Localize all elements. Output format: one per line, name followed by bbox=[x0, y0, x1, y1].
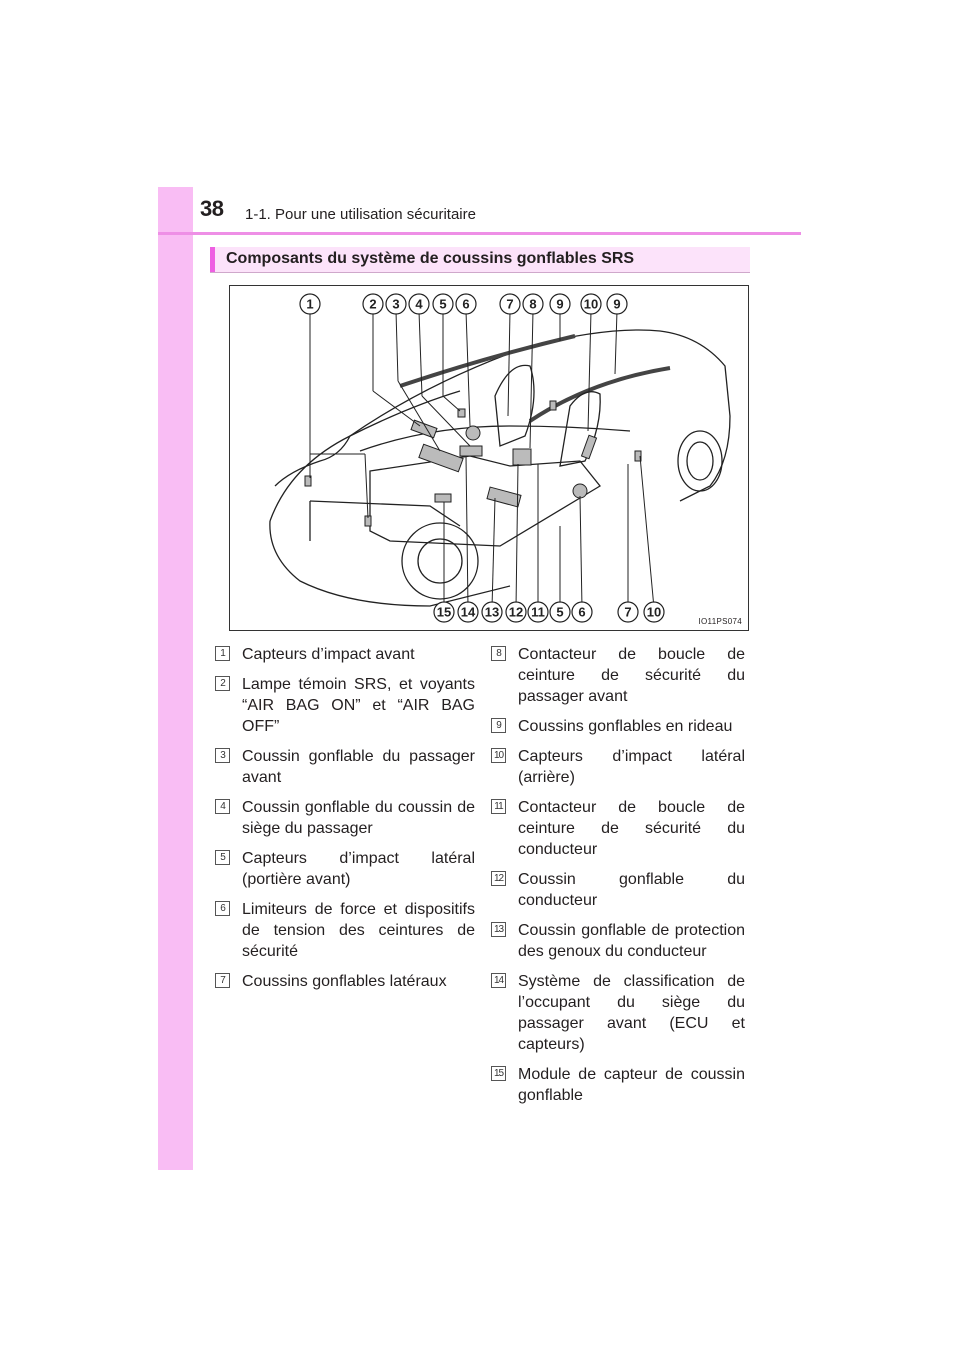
car-illustration bbox=[230, 286, 748, 630]
legend-text: Coussin gonflable de protection des genoux du conducteur bbox=[518, 922, 745, 960]
chapter-title: 1-1. Pour une utilisation sécuritaire bbox=[245, 206, 476, 223]
legend-number-badge: 12 bbox=[491, 871, 506, 886]
legend-item bbox=[215, 971, 475, 992]
callout-label: 3 bbox=[392, 296, 400, 312]
legend-text: Limiteurs de force et dispositifs de tension des ceintures de sécurité bbox=[242, 901, 475, 960]
legend-text: Contacteur de boucle de ceinture de sécurité du conducteur bbox=[518, 799, 745, 858]
legend-left-column bbox=[215, 644, 475, 1001]
legend-text: Coussins gonflables latéraux bbox=[242, 973, 447, 990]
legend-item bbox=[491, 1064, 745, 1106]
callout-1 bbox=[300, 294, 320, 314]
legend-item bbox=[215, 746, 475, 788]
callout-label: 7 bbox=[506, 296, 514, 312]
section-heading-text: Composants du système de coussins gonflables SRS bbox=[226, 250, 635, 267]
callout-3 bbox=[386, 294, 406, 314]
legend-item bbox=[215, 848, 475, 890]
legend-number-badge: 3 bbox=[215, 748, 230, 763]
page-number: 38 bbox=[200, 196, 224, 221]
legend-item bbox=[491, 971, 745, 1055]
callout-9 bbox=[550, 294, 570, 314]
callout-label: 10 bbox=[583, 296, 599, 312]
legend-text: Module de capteur de coussin gonflable bbox=[518, 1066, 745, 1104]
callout-6 bbox=[456, 294, 476, 314]
legend-number-badge: 7 bbox=[215, 973, 230, 988]
callout-10 bbox=[644, 602, 664, 622]
legend-number-badge: 14 bbox=[491, 973, 506, 988]
callout-7 bbox=[618, 602, 638, 622]
legend-text: Capteurs d’impact latéral (portière avant) bbox=[242, 850, 475, 888]
callout-7 bbox=[500, 294, 520, 314]
header-rule bbox=[158, 232, 801, 235]
callout-label: 8 bbox=[529, 296, 537, 312]
legend-number-badge: 9 bbox=[491, 718, 506, 733]
callout-label: 6 bbox=[462, 296, 470, 312]
callout-label: 9 bbox=[613, 296, 621, 312]
legend-text: Capteurs d’impact latéral (arrière) bbox=[518, 748, 745, 786]
legend-number-badge: 1 bbox=[215, 646, 230, 661]
callout-label: 7 bbox=[624, 604, 632, 620]
legend-number-badge: 15 bbox=[491, 1066, 506, 1081]
legend-item bbox=[215, 644, 475, 665]
legend-number-badge: 8 bbox=[491, 646, 506, 661]
legend-number-badge: 5 bbox=[215, 850, 230, 865]
section-heading-accent bbox=[210, 247, 215, 272]
callout-label: 14 bbox=[460, 604, 476, 620]
callout-2 bbox=[363, 294, 383, 314]
callout-8 bbox=[523, 294, 543, 314]
callout-label: 13 bbox=[484, 604, 500, 620]
legend-item bbox=[491, 716, 745, 737]
callout-label: 15 bbox=[436, 604, 452, 620]
legend-item bbox=[215, 797, 475, 839]
section-heading bbox=[210, 247, 750, 273]
callout-12 bbox=[506, 602, 526, 622]
chapter-side-tab bbox=[158, 187, 193, 1170]
legend-item bbox=[215, 674, 475, 737]
callout-label: 5 bbox=[439, 296, 447, 312]
legend-text: Capteurs d’impact avant bbox=[242, 646, 415, 663]
callout-5 bbox=[433, 294, 453, 314]
callout-label: 6 bbox=[578, 604, 586, 620]
callout-9 bbox=[607, 294, 627, 314]
airbag-components-figure bbox=[229, 285, 749, 631]
callout-label: 10 bbox=[646, 604, 662, 620]
callout-label: 12 bbox=[508, 604, 524, 620]
legend-text: Coussin gonflable du coussin de siège du passager bbox=[242, 799, 475, 837]
legend-number-badge: 4 bbox=[215, 799, 230, 814]
callout-4 bbox=[409, 294, 429, 314]
legend-number-badge: 10 bbox=[491, 748, 506, 763]
callout-14 bbox=[458, 602, 478, 622]
legend-text: Coussins gonflables en rideau bbox=[518, 718, 733, 735]
callout-15 bbox=[434, 602, 454, 622]
callout-13 bbox=[482, 602, 502, 622]
legend-text: Système de classification de l’occupant du siège du passager avant (ECU et capteurs) bbox=[518, 973, 745, 1053]
legend-item bbox=[491, 797, 745, 860]
legend-item bbox=[491, 920, 745, 962]
legend-text: Lampe témoin SRS, et voyants “AIR BAG ON” et “AIR BAG OFF” bbox=[242, 676, 475, 735]
callout-10 bbox=[581, 294, 601, 314]
callout-label: 1 bbox=[306, 296, 314, 312]
figure-code: IO11PS074 bbox=[698, 617, 742, 626]
legend-text: Coussin gonflable du conducteur bbox=[518, 871, 745, 909]
callout-11 bbox=[528, 602, 548, 622]
legend-item bbox=[491, 746, 745, 788]
callout-label: 11 bbox=[531, 604, 545, 620]
callout-label: 9 bbox=[556, 296, 564, 312]
legend-item bbox=[491, 869, 745, 911]
top-callouts bbox=[300, 294, 627, 314]
legend-item bbox=[491, 644, 745, 707]
legend-text: Coussin gonflable du passager avant bbox=[242, 748, 475, 786]
legend-number-badge: 6 bbox=[215, 901, 230, 916]
legend-number-badge: 11 bbox=[491, 799, 506, 814]
legend-item bbox=[215, 899, 475, 962]
callout-5 bbox=[550, 602, 570, 622]
legend-right-column bbox=[491, 644, 745, 1115]
callout-6 bbox=[572, 602, 592, 622]
legend-number-badge: 13 bbox=[491, 922, 506, 937]
legend-number-badge: 2 bbox=[215, 676, 230, 691]
figure-callouts bbox=[300, 294, 664, 622]
callout-label: 4 bbox=[415, 296, 423, 312]
bottom-callouts bbox=[434, 602, 664, 622]
legend-text: Contacteur de boucle de ceinture de sécurité du passager avant bbox=[518, 646, 745, 705]
callout-label: 2 bbox=[369, 296, 377, 312]
callout-label: 5 bbox=[556, 604, 564, 620]
